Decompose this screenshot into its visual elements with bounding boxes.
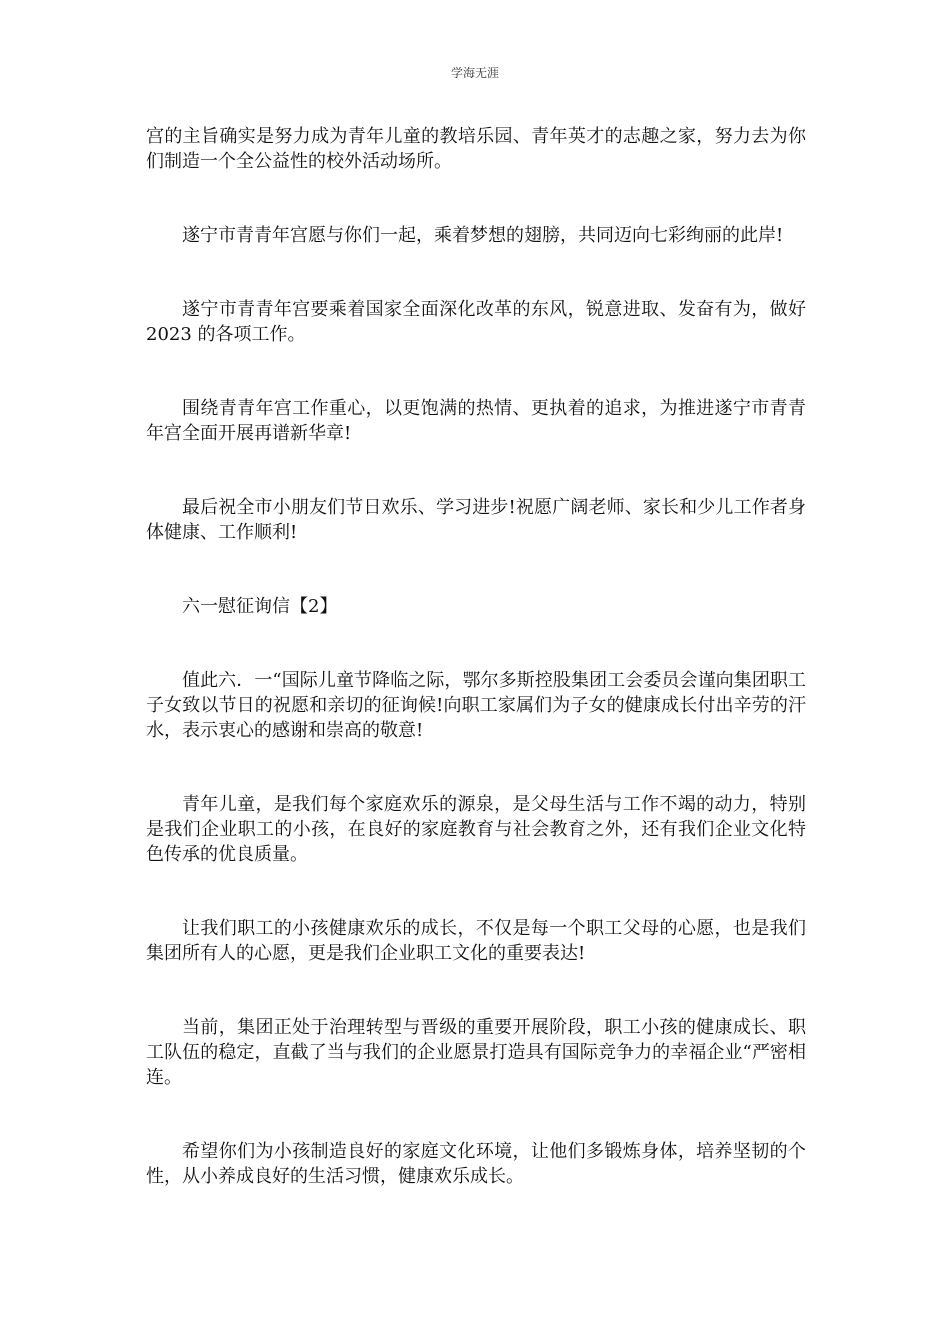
paragraph: 当前，集团正处于治理转型与晋级的重要开展阶段，职工小孩的健康成长、职工队伍的稳定，直截了当与我们的企业愿景打造具有国际竞争力的幸福企业“严密相连。 <box>146 1017 806 1088</box>
paragraph: 遂宁市青青年宫要乘着国家全面深化改革的东风，锐意进取、发奋有为，做好 2023 的各项工作。 <box>146 299 806 345</box>
paragraph: 围绕青青年宫工作重心，以更饱满的热情、更执着的追求，为推进遂宁市青青年宫全面开展再谱新华章! <box>146 398 806 444</box>
page-header: 学海无涯 <box>450 66 499 80</box>
document-body <box>146 124 806 1238</box>
paragraph: 宫的主旨确实是努力成为青年儿童的教培乐园、青年英才的志趣之家，努力去为你们制造一个全公益性的校外活动场所。 <box>146 126 806 172</box>
paragraph: 青年儿童，是我们每个家庭欢乐的源泉，是父母生活与工作不竭的动力，特别是我们企业职工的小孩，在良好的家庭教育与社会教育之外，还有我们企业文化特色传承的优良质量。 <box>146 794 806 865</box>
paragraph: 让我们职工的小孩健康欢乐的成长，不仅是每一个职工父母的心愿，也是我们集团所有人的心愿，更是我们企业职工文化的重要表达! <box>146 918 806 964</box>
paragraph: 最后祝全市小朋友们节日欢乐、学习进步!祝愿广阔老师、家长和少儿工作者身体健康、工作顺利! <box>146 497 806 543</box>
paragraph: 希望你们为小孩制造良好的家庭文化环境，让他们多锻炼身体，培养坚韧的个性，从小养成良好的生活习惯，健康欢乐成长。 <box>146 1141 806 1187</box>
paragraph: 遂宁市青青年宫愿与你们一起，乘着梦想的翅膀，共同迈向七彩绚丽的此岸! <box>182 225 784 246</box>
paragraph: 值此六．一“国际儿童节降临之际，鄂尔多斯控股集团工会委员会谨向集团职工子女致以节日的祝愿和亲切的征询候!向职工家属们为子女的健康成长付出辛劳的汗水，表示衷心的感谢和崇高的敬意! <box>146 670 806 741</box>
section-heading: 六一慰征询信【2】 <box>182 596 338 617</box>
